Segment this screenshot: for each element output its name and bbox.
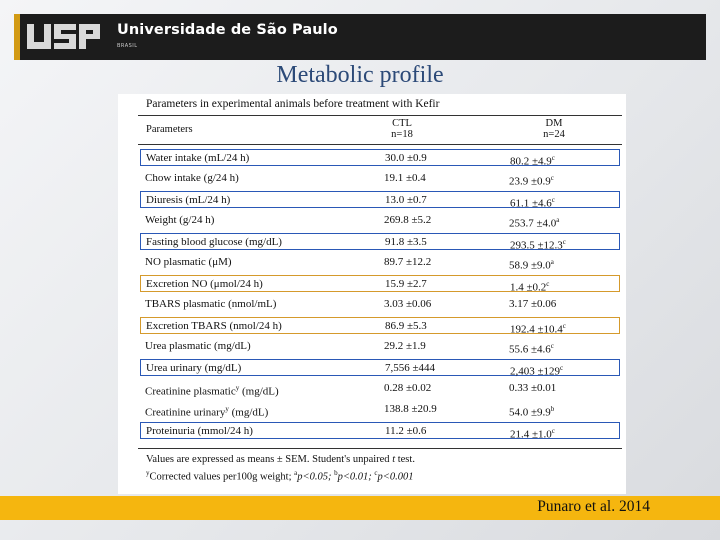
cell-ctl: 19.1 ±0.4 [384, 172, 426, 184]
footnote-t: t [392, 454, 396, 465]
cell-parameter-sup: y [235, 384, 240, 392]
cell-ctl: 138.8 ±20.9 [384, 403, 437, 415]
table-row [140, 170, 620, 187]
results-table [118, 94, 626, 494]
ctl-n: n=18 [391, 129, 413, 140]
cell-dm [510, 320, 566, 337]
cell-dm-value: 253.7 ±4.0 [509, 217, 557, 230]
table-header-rule [138, 144, 622, 145]
cell-dm-value: 61.1 ±4.6 [510, 197, 552, 210]
cell-dm [509, 403, 554, 420]
cell-parameter: Creatinine urinary [145, 406, 226, 419]
table-row [140, 401, 620, 418]
cell-ctl: 269.8 ±5.2 [384, 214, 432, 226]
cell-dm-value: 21.4 ±1.0 [510, 428, 552, 441]
cell-parameter-wrap [145, 403, 268, 420]
slide-title: Metabolic profile [276, 62, 444, 88]
table-row [140, 317, 620, 334]
table-row [140, 212, 620, 229]
cell-dm-value: 0.33 ±0.01 [509, 382, 557, 394]
table-row [140, 149, 620, 166]
cell-parameter: Proteinuria (mmol/24 h) [146, 425, 253, 437]
cell-parameter: Creatinine plasmatic [145, 385, 236, 398]
cell-ctl: 89.7 ±12.2 [384, 256, 432, 268]
cell-dm [509, 172, 554, 189]
footnote-sup-a: a [294, 469, 298, 477]
cell-dm [509, 298, 556, 311]
cell-dm-sup: c [550, 174, 554, 182]
footnote-sup-c: c [374, 469, 378, 477]
footnote-p-c: p<0.001 [377, 471, 414, 483]
cell-ctl: 91.8 ±3.5 [385, 236, 427, 248]
table-row [140, 233, 620, 250]
cell-ctl: 3.03 ±0.06 [384, 298, 432, 310]
cell-dm-value: 293.5 ±12.3 [510, 239, 563, 252]
footnote-sup-y: y [146, 469, 150, 477]
cell-parameter: Urea plasmatic (mg/dL) [145, 340, 251, 352]
cell-dm-sup: c [562, 322, 566, 330]
cell-dm-sup: b [550, 405, 555, 413]
cell-dm-sup: a [550, 258, 554, 266]
table-caption: Parameters in experimental animals before treatment with Kefir [146, 98, 440, 110]
cell-parameter: Weight (g/24 h) [145, 214, 215, 226]
cell-dm [510, 152, 555, 169]
footnote-sup-b: b [334, 469, 338, 477]
table-top-rule [138, 115, 622, 116]
cell-ctl: 30.0 ±0.9 [385, 152, 427, 164]
cell-parameter: NO plasmatic (μM) [145, 256, 232, 268]
table-row [140, 254, 620, 271]
cell-parameter: Water intake (mL/24 h) [146, 152, 250, 164]
ctl-label: CTL [392, 118, 412, 129]
table-row [140, 422, 620, 439]
cell-dm-value: 1.4 ±0.2 [510, 281, 547, 294]
cell-dm [509, 340, 554, 357]
cell-parameter: Fasting blood glucose (mg/dL) [146, 236, 282, 248]
cell-dm [510, 194, 555, 211]
cell-ctl: 11.2 ±0.6 [385, 425, 427, 437]
cell-dm-value: 192.4 ±10.4 [510, 323, 563, 336]
cell-ctl: 15.9 ±2.7 [385, 278, 427, 290]
cell-dm [509, 256, 554, 273]
footnote-text: Values are expressed as means ± SEM. Student's unpaired [146, 454, 393, 465]
cell-parameter-unit: (mg/dL) [239, 385, 279, 398]
usp-logo [24, 20, 102, 54]
table-row [140, 359, 620, 376]
table-row [140, 338, 620, 355]
column-header-ctl [380, 118, 424, 140]
cell-dm-sup: c [560, 364, 564, 372]
university-name: Universidade de São Paulo [117, 22, 338, 38]
cell-ctl: 29.2 ±1.9 [384, 340, 426, 352]
cell-dm-sup: a [556, 216, 560, 224]
cell-dm-value: 54.0 ±9.9 [509, 406, 551, 419]
table-row [140, 275, 620, 292]
footnote-p-a: p<0.05; [297, 471, 335, 483]
footnote-p-b: p<0.01; [337, 471, 375, 483]
table-row [140, 296, 620, 313]
cell-parameter: Excretion NO (μmol/24 h) [146, 278, 263, 290]
cell-dm [509, 382, 556, 395]
cell-parameter-wrap [145, 382, 279, 399]
cell-dm-value: 3.17 ±0.06 [509, 298, 557, 310]
cell-parameter: TBARS plasmatic (nmol/mL) [145, 298, 277, 310]
cell-ctl: 86.9 ±5.3 [385, 320, 427, 332]
dm-label: DM [545, 118, 563, 129]
cell-parameter-sup: y [225, 405, 229, 413]
cell-parameter: Excretion TBARS (nmol/24 h) [146, 320, 282, 332]
cell-parameter-unit: (mg/dL) [228, 406, 269, 419]
cell-dm [510, 278, 549, 295]
footnote-corrected: Corrected values per100g weight; [149, 471, 295, 483]
cell-parameter: Chow intake (g/24 h) [145, 172, 239, 184]
cell-ctl: 13.0 ±0.7 [385, 194, 427, 206]
cell-dm-value: 2,403 ±129 [510, 365, 561, 378]
cell-dm-sup: c [551, 427, 555, 435]
dm-n: n=24 [543, 129, 565, 140]
cell-dm [509, 214, 559, 231]
cell-parameter: Urea urinary (mg/dL) [146, 362, 242, 374]
table-bottom-rule [138, 448, 622, 449]
university-country: BRASIL [117, 43, 138, 49]
table-row [140, 191, 620, 208]
cell-dm-sup: c [551, 154, 555, 162]
cell-dm-sup: c [550, 342, 554, 350]
cell-dm-sup: c [562, 238, 566, 246]
cell-dm-value: 23.9 ±0.9 [509, 175, 551, 188]
citation-credit: Punaro et al. 2014 [537, 498, 650, 515]
cell-dm-value: 55.6 ±4.6 [509, 343, 551, 356]
cell-parameter: Diuresis (mL/24 h) [146, 194, 231, 206]
column-header-dm [532, 118, 576, 140]
cell-dm-sup: c [551, 196, 555, 204]
table-row [140, 380, 620, 397]
footnote-significance [146, 467, 414, 484]
cell-dm-sup: c [546, 280, 550, 288]
column-header-parameters: Parameters [146, 124, 193, 135]
cell-dm [510, 425, 555, 442]
cell-dm [510, 362, 563, 379]
footnote-stats [146, 454, 415, 466]
cell-ctl: 0.28 ±0.02 [384, 382, 432, 394]
header-accent-strip [14, 14, 20, 60]
cell-dm [510, 236, 566, 253]
cell-ctl: 7,556 ±444 [385, 362, 436, 374]
cell-dm-value: 80.2 ±4.9 [510, 155, 552, 168]
cell-dm-value: 58.9 ±9.0 [509, 259, 551, 272]
footnote-text-end: test. [395, 454, 415, 465]
